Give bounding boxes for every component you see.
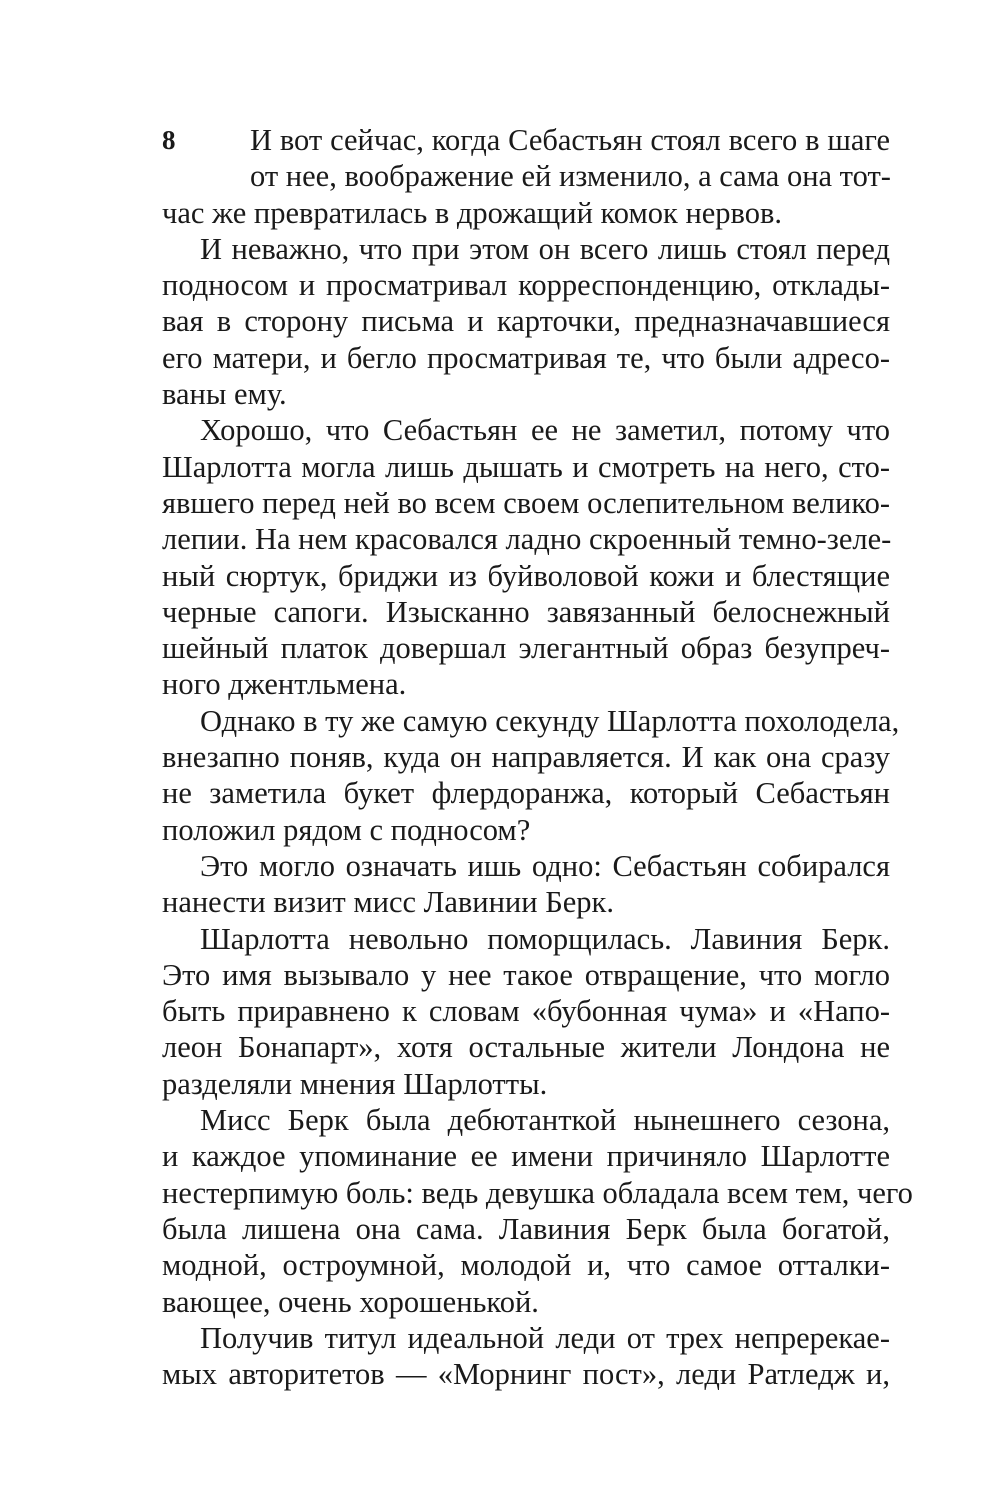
text-line: ваны ему. [162,377,287,412]
text-line: была лишена она сама. Лавиния Берк была богатой, [162,1211,890,1246]
text-line: нанести визит мисс Лавинии Берк. [162,885,614,920]
text-line: подносом и просматривал корреспонденцию, отклады- [162,268,890,303]
text-line: и каждое упоминание ее имени причиняло Шарлотте [162,1139,890,1174]
text-line: внезапно поняв, куда он направляется. И как она сразу [162,740,890,775]
text-line: час же превратилась в дрожащий комок нервов. [162,195,783,230]
text-line: Мисс Берк была дебютанткой нынешнего сезона, [200,1103,890,1138]
text-line: нестерпимую боль: ведь девушка обладала всем тем, чего [162,1175,913,1210]
text-line: И вот сейчас, когда Себастьян стоял всего в шаге [250,123,890,157]
text-line: не заметила букет флердоранжа, который Себастьян [162,776,890,811]
text-line: леон Бонапарт», хотя остальные жители Лондона не [162,1030,890,1065]
text-line: быть приравнено к словам «бубонная чума» и «Напо- [162,994,890,1029]
text-line: положил рядом с подносом? [162,812,531,847]
text-line: ного джентльмена. [162,667,407,702]
text-line: Это имя вызывало у нее такое отвращение, что могло [162,957,890,992]
text-line: Шарлотта могла лишь дышать и смотреть на него, сто- [162,449,890,484]
body-text [162,122,913,1392]
text-line: модной, остроумной, молодой и, что самое отталки- [162,1248,890,1283]
text-line: Получив титул идеальной леди от трех непререкае- [200,1320,890,1355]
text-line: черные сапоги. Изысканно завязанный белоснежный [162,594,890,629]
text-line: ный сюртук, бриджи из буйволовой кожи и блестящие [162,558,890,593]
text-line: шейный платок довершал элегантный образ безупреч- [162,631,890,666]
text-line: разделяли мнения Шарлотты. [162,1066,548,1101]
text-line: Шарлотта невольно поморщилась. Лавиния Берк. [200,921,890,956]
text-line: от нее, воображение ей изменило, а сама она тот- [250,159,891,194]
text-line: Однако в ту же самую секунду Шарлотта похолодела, [200,703,900,738]
text-line: лепии. На нем красовался ладно скроенный темно-зеле- [162,522,892,557]
text-line: вающее, очень хорошенькой. [162,1284,539,1319]
text-line: Это могло означать ишь одно: Себастьян собирался [200,848,890,883]
text-line: вая в сторону письма и карточки, предназначавшиеся [162,304,890,339]
text-line: мых авторитетов — «Морнинг пост», леди Ратледж и, [162,1357,890,1392]
text-line: его матери, и бегло просматривая те, что были адресо- [162,340,890,375]
text-line: И неважно, что при этом он всего лишь стоял перед [200,231,890,266]
page-number: 8 [162,125,176,155]
text-line: Хорошо, что Себастьян ее не заметил, потому что [200,413,890,448]
text-line: явшего перед ней во всем своем ослепительном велико- [162,485,890,520]
